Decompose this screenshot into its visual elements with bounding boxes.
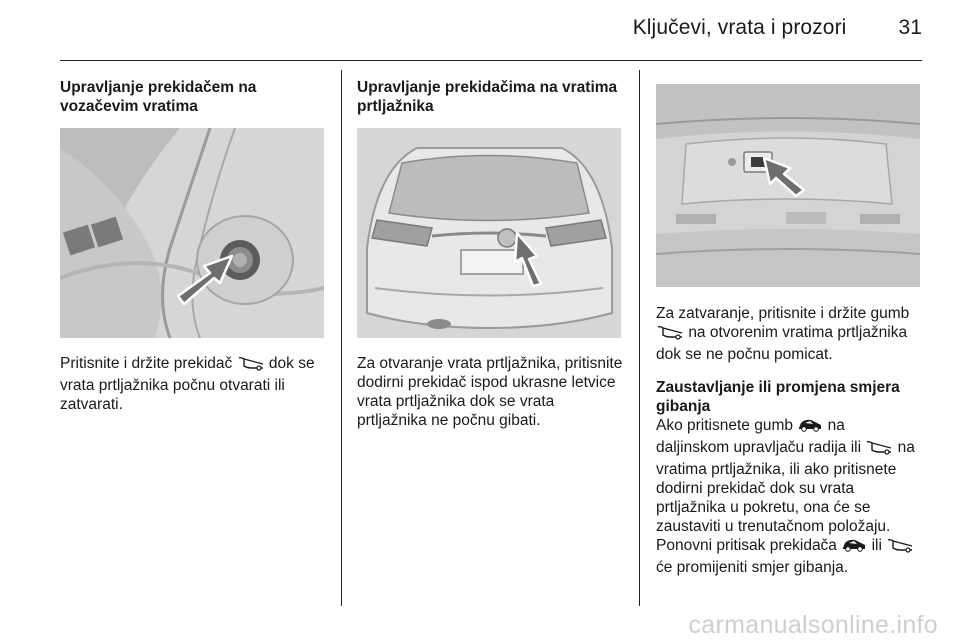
car-remote-icon: [841, 537, 867, 558]
column-driver-door: [60, 78, 325, 414]
text-segment: Ako pritisnete gumb: [656, 417, 793, 434]
paragraph-stop-reverse: [656, 416, 922, 577]
column-close-stop: [656, 84, 922, 577]
car-remote-icon: [797, 417, 823, 438]
page-header: [633, 16, 922, 40]
paragraph-driver-switch: [60, 354, 325, 414]
text-segment: Pritisnite i držite prekidač: [60, 355, 233, 372]
tailgate-icon: [865, 439, 893, 460]
section-heading-tailgate-switch: Upravljanje prekidačima na vratima prtljažnika: [357, 79, 618, 115]
text-segment: ili: [871, 537, 882, 554]
paragraph-tailgate-switch: Za otvaranje vrata prtljažnika, pritisnite dodirni prekidač ispod ukrasne letvice vrata prtljažnika dok se vrata prtljažnika ne počnu gibati.: [357, 355, 623, 429]
page-number: 31: [898, 16, 922, 39]
section-heading-stop-reverse: Zaustavljanje ili promjena smjera gibanja: [656, 379, 900, 415]
column-divider-2: [639, 70, 640, 606]
illustration-tailgate-inner-button: [656, 84, 920, 287]
column-tailgate-switch: [357, 78, 623, 430]
header-divider: [60, 60, 922, 61]
text-segment: na daljinskom upravljaču radija ili: [656, 417, 862, 456]
tailgate-icon: [656, 324, 684, 345]
column-divider-1: [341, 70, 342, 606]
illustration-tailgate-rear: [357, 128, 621, 338]
watermark: carmanualsonline.info: [688, 611, 938, 639]
text-segment: dok se vrata prtljažnika počnu otvarati ili zatvarati.: [60, 355, 315, 413]
illustration-driver-door-switch: [60, 128, 324, 338]
tailgate-icon: [237, 355, 265, 376]
tailgate-icon: [886, 537, 914, 558]
section-title: Ključevi, vrata i prozori: [632, 16, 847, 39]
text-segment: Za zatvaranje, pritisnite i držite gumb: [656, 305, 910, 322]
paragraph-close-tailgate: [656, 304, 922, 364]
section-heading-driver-switch: Upravljanje prekidačem na vozačevim vratima: [60, 79, 257, 115]
text-segment: na otvorenim vratima prtljažnika dok se ne počnu pomicat.: [656, 324, 908, 363]
text-segment: na vratima prtljažnika, ili ako pritisnete dodirni prekidač dok su vrata prtljažnika u pokretu, ona će se zaustaviti u trenutačnom položaju. Ponovni pritisak prekidača: [656, 439, 915, 554]
text-segment: će promijeniti smjer gibanja.: [656, 559, 849, 576]
